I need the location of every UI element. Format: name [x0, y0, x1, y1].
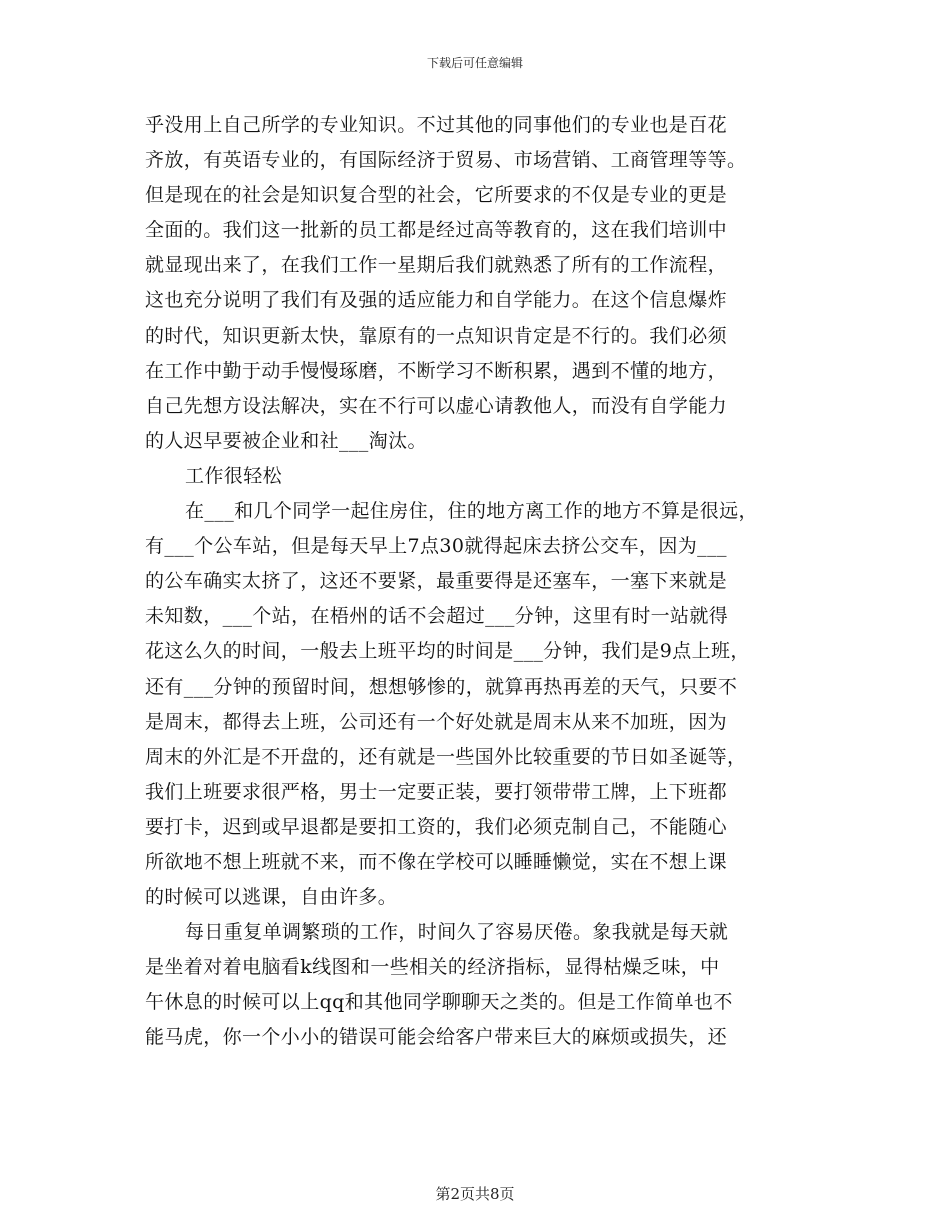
page-footer: 第2页共8页	[435, 1185, 515, 1203]
text-line: 每日重复单调繁琐的工作，时间久了容易厌倦。象我就是每天就	[185, 921, 729, 944]
text-line: 能马虎，你一个小小的错误可能会给客户带来巨大的麻烦或损失，还	[145, 1026, 728, 1049]
text-line: 这也充分说明了我们有及强的适应能力和自学能力。在这个信息爆炸	[145, 289, 728, 312]
text-line: 但是现在的社会是知识复合型的社会，它所要求的不仅是专业的更是	[145, 184, 728, 207]
text-line: 自己先想方设法解决，实在不行可以虚心请教他人，而没有自学能力	[145, 394, 728, 417]
text-line: 午休息的时候可以上qq和其他同学聊聊天之类的。但是工作简单也不	[145, 991, 733, 1014]
text-line: 在工作中勤于动手慢慢琢磨，不断学习不断积累，遇到不懂的地方，	[145, 359, 728, 382]
text-line: 的公车确实太挤了，这还不要紧，最重要得是还塞车，一塞下来就是	[145, 570, 728, 593]
section-heading: 工作很轻松	[185, 464, 283, 487]
text-line: 花这么久的时间，一般去上班平均的时间是___分钟，我们是9点上班，	[145, 640, 750, 663]
text-line: 我们上班要求很严格，男士一定要正装，要打领带带工牌，上下班都	[145, 780, 728, 803]
text-line: 所欲地不想上班就不来，而不像在学校可以睡睡懒觉，实在不想上课	[145, 850, 728, 873]
text-line: 要打卡，迟到或早退都是要扣工资的，我们必须克制自己，不能随心	[145, 815, 728, 838]
text-line: 的时代，知识更新太快，靠原有的一点知识肯定是不行的。我们必须	[145, 324, 728, 347]
text-line: 的人迟早要被企业和社___淘汰。	[145, 429, 427, 452]
text-line: 未知数，___个站，在梧州的话不会超过___分钟，这里有时一站就得	[145, 605, 729, 628]
text-line: 在___和几个同学一起住房住，住的地方离工作的地方不算是很远，	[185, 500, 758, 523]
text-line: 的时候可以逃课，自由许多。	[145, 886, 398, 909]
text-line: 是坐着对着电脑看k线图和一些相关的经济指标，显得枯燥乏味，中	[145, 956, 720, 979]
page-header: 下载后可任意编辑	[426, 56, 523, 70]
body-text	[145, 108, 845, 1056]
text-line: 齐放，有英语专业的，有国际经济于贸易、市场营销、工商管理等等。	[145, 149, 747, 172]
text-line: 乎没用上自己所学的专业知识。不过其他的同事他们的专业也是百花	[145, 114, 728, 136]
text-line: 有___个公车站，但是每天早上7点30就得起床去挤公交车，因为___	[145, 535, 727, 558]
text-line: 周末的外汇是不开盘的，还有就是一些国外比较重要的节日如圣诞等，	[145, 745, 747, 768]
text-line: 全面的。我们这一批新的员工都是经过高等教育的，这在我们培训中	[145, 219, 728, 242]
text-line: 还有___分钟的预留时间，想想够惨的，就算再热再差的天气，只要不	[145, 675, 738, 698]
text-line: 是周末，都得去上班，公司还有一个好处就是周末从来不加班，因为	[145, 710, 728, 733]
text-line: 就显现出来了，在我们工作一星期后我们就熟悉了所有的工作流程，	[145, 254, 728, 277]
